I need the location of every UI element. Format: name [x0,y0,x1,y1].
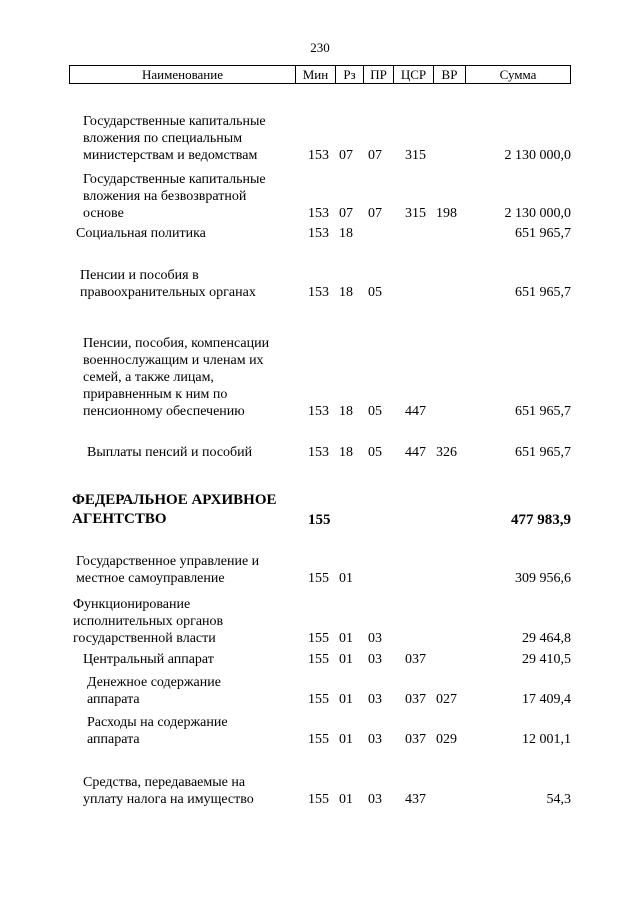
row-name: Выплаты пенсий и пособий [87,445,253,460]
table-row [0,651,640,668]
header-csr: ЦСР [393,66,433,83]
row-pr: 03 [368,732,382,747]
row-name: Государственные капитальные вложения по специальным министерствам и ведомствам [83,114,266,163]
table-row [0,674,640,708]
row-pr: 03 [368,792,382,807]
row-csr: 447 [405,445,426,460]
row-min: 155 [308,571,329,586]
row-min: 155 [308,652,329,667]
table-row [0,553,640,587]
row-pr: 05 [368,445,382,460]
row-name: Центральный аппарат [83,652,214,667]
header-rz: Рз [335,66,363,83]
row-name: Функционирование исполнительных органов государственной власти [73,597,224,646]
table-row [0,491,640,529]
row-csr: 037 [405,732,426,747]
row-rz: 18 [339,285,353,300]
row-rz: 07 [339,206,353,221]
row-min: 155 [308,512,331,528]
row-vr: 326 [436,445,457,460]
row-name: Государственные капитальные вложения на безвозвратной основе [83,172,266,221]
row-sum: 2 130 000,0 [504,206,571,221]
row-min: 155 [308,631,329,646]
table-row [0,596,640,647]
table-row [0,225,640,242]
row-pr: 03 [368,692,382,707]
row-vr: 027 [436,692,457,707]
row-csr: 037 [405,652,426,667]
row-rz: 01 [339,732,353,747]
row-sum: 651 965,7 [515,445,571,460]
table-row [0,267,640,301]
header-pr: ПР [363,66,393,83]
row-sum: 2 130 000,0 [504,148,571,163]
header-sum: Сумма [465,66,570,83]
row-pr: 07 [368,148,382,163]
row-vr: 029 [436,732,457,747]
row-rz: 01 [339,571,353,586]
row-sum: 29 410,5 [522,652,571,667]
row-csr: 037 [405,692,426,707]
row-min: 153 [308,404,329,419]
row-sum: 54,3 [546,792,571,807]
row-pr: 05 [368,404,382,419]
row-vr: 198 [436,206,457,221]
row-rz: 01 [339,692,353,707]
row-rz: 07 [339,148,353,163]
row-min: 153 [308,445,329,460]
row-name: Пенсии и пособия в правоохранительных органах [80,268,256,300]
row-name: Средства, передаваемые на уплату налога на имущество [83,775,254,807]
row-pr: 05 [368,285,382,300]
row-min: 153 [308,148,329,163]
row-csr: 437 [405,792,426,807]
row-min: 155 [308,792,329,807]
row-csr: 315 [405,206,426,221]
header-name: Наименование [142,67,223,82]
row-sum: 651 965,7 [515,285,571,300]
row-rz: 01 [339,792,353,807]
row-min: 153 [308,226,329,241]
row-pr: 03 [368,631,382,646]
row-csr: 447 [405,404,426,419]
row-name: Пенсии, пособия, компенсации военнослужащим и членам их семей, а также лицам, приравненным к ним по пенсионному обеспечению [83,336,270,419]
table-row [0,171,640,222]
row-sum: 477 983,9 [511,512,571,528]
table-row [0,714,640,748]
row-name: Социальная политика [76,226,206,241]
row-sum: 309 956,6 [515,571,571,586]
row-sum: 17 409,4 [522,692,571,707]
row-rz: 18 [339,226,353,241]
header-vr: ВР [433,66,465,83]
table-row [0,335,640,420]
row-name: ФЕДЕРАЛЬНОЕ АРХИВНОЕ АГЕНТСТВО [72,492,277,527]
row-sum: 651 965,7 [515,404,571,419]
row-rz: 18 [339,445,353,460]
row-pr: 07 [368,206,382,221]
row-min: 155 [308,732,329,747]
row-sum: 12 001,1 [522,732,571,747]
row-name: Денежное содержание аппарата [87,675,221,707]
table-row [0,444,640,461]
row-min: 153 [308,206,329,221]
row-name: Расходы на содержание аппарата [87,715,228,747]
header-min: Мин [295,66,335,83]
row-sum: 651 965,7 [515,226,571,241]
row-rz: 01 [339,652,353,667]
row-csr: 315 [405,148,426,163]
row-rz: 18 [339,404,353,419]
row-rz: 01 [339,631,353,646]
row-min: 153 [308,285,329,300]
table-row [0,774,640,808]
row-name: Государственное управление и местное самоуправление [76,554,260,586]
row-pr: 03 [368,652,382,667]
page-number: 230 [310,40,330,55]
table-row [0,113,640,164]
row-sum: 29 464,8 [522,631,571,646]
row-min: 155 [308,692,329,707]
